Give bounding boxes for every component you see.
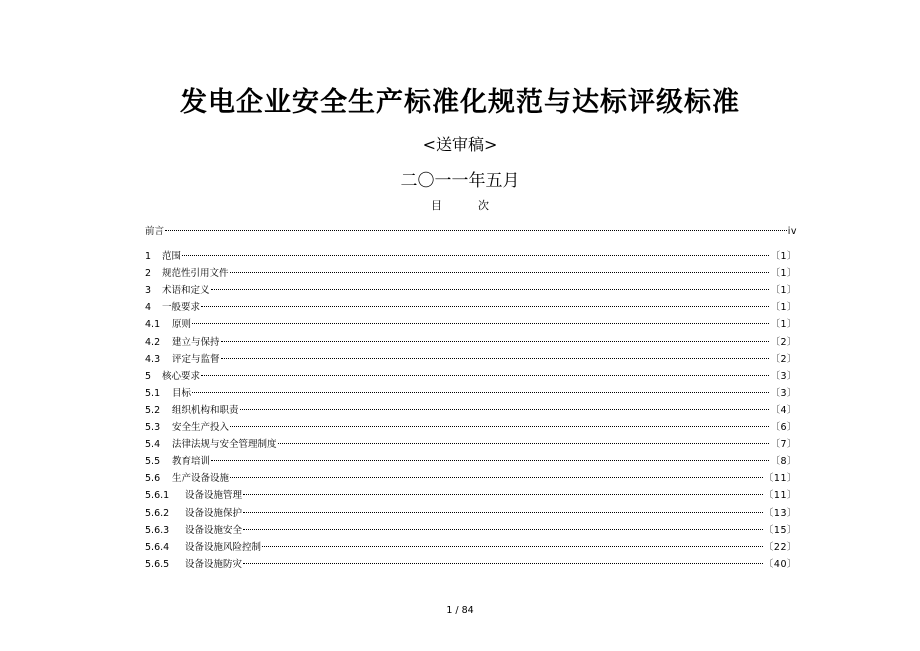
toc-entry-title: 术语和定义 bbox=[162, 285, 210, 297]
toc-leader-dots bbox=[201, 375, 769, 376]
toc-leader-dots bbox=[243, 494, 763, 495]
toc-leader-dots bbox=[201, 306, 769, 307]
toc-leader-dots bbox=[192, 392, 769, 393]
toc-entry-number: 5.1 bbox=[145, 387, 161, 399]
toc-entry-title: 规范性引用文件 bbox=[162, 268, 229, 280]
toc-leader-dots bbox=[278, 443, 770, 444]
toc-entry-page: 〔40〕 bbox=[763, 558, 797, 570]
toc-entry-title: 组织机构和职责 bbox=[172, 404, 239, 416]
toc-entry[interactable] bbox=[145, 351, 797, 368]
toc-entry-number: 5 bbox=[145, 370, 152, 382]
toc-entry-title: 范围 bbox=[162, 251, 182, 263]
toc-entry-title: 设备设施保护 bbox=[185, 507, 243, 519]
toc-entry[interactable] bbox=[145, 265, 797, 282]
toc-entry-title: 设备设施管理 bbox=[185, 490, 243, 502]
toc-entry[interactable] bbox=[145, 453, 797, 470]
toc-entry-title: 设备设施安全 bbox=[185, 524, 243, 536]
toc-entry-title: 安全生产投入 bbox=[172, 422, 230, 434]
toc-leader-dots bbox=[243, 512, 763, 513]
toc-entry-number: 5.6.2 bbox=[145, 507, 170, 519]
toc-entry[interactable] bbox=[145, 316, 797, 333]
toc-entry-number: 3 bbox=[145, 285, 152, 297]
toc-entry-number: 1 bbox=[145, 251, 152, 263]
toc-leader-dots bbox=[221, 358, 770, 359]
toc-entry-page: 〔11〕 bbox=[763, 473, 797, 485]
toc-entry-title: 原则 bbox=[172, 319, 192, 331]
toc-entry-page: 〔6〕 bbox=[770, 422, 797, 434]
page-indicator: 1 / 84 bbox=[446, 605, 474, 616]
toc-entry-title: 设备设施防灾 bbox=[185, 558, 243, 570]
toc-entry[interactable] bbox=[145, 282, 797, 299]
toc-entry-title: 一般要求 bbox=[162, 302, 201, 314]
toc-entry-title: 评定与监督 bbox=[172, 353, 220, 365]
toc-entry[interactable] bbox=[145, 556, 797, 573]
toc-entry-title: 法律法规与安全管理制度 bbox=[172, 439, 277, 451]
toc-entry-page: 〔1〕 bbox=[770, 251, 797, 263]
toc-entry[interactable] bbox=[145, 368, 797, 385]
document-date: 二〇一一年五月 bbox=[400, 171, 520, 191]
toc-entry-number: 2 bbox=[145, 268, 152, 280]
toc-leader-dots bbox=[165, 230, 787, 231]
toc-entry[interactable] bbox=[145, 402, 797, 419]
toc-entry-title: 设备设施风险控制 bbox=[185, 541, 262, 553]
toc-entry-page: 〔2〕 bbox=[770, 336, 797, 348]
toc-entry-number: 5.5 bbox=[145, 456, 161, 468]
table-of-contents bbox=[145, 223, 797, 573]
toc-entry-number: 5.3 bbox=[145, 422, 161, 434]
toc-entry[interactable] bbox=[145, 539, 797, 556]
toc-entry-page: 〔1〕 bbox=[770, 285, 797, 297]
toc-entry-number: 5.6.3 bbox=[145, 524, 170, 536]
toc-entry-page: 〔11〕 bbox=[763, 490, 797, 502]
document-title: 发电企业安全生产标准化规范与达标评级标准 bbox=[180, 87, 740, 118]
toc-entry[interactable] bbox=[145, 522, 797, 539]
toc-entry-page: 〔22〕 bbox=[763, 541, 797, 553]
toc-entry-title: 前言 bbox=[145, 226, 165, 237]
toc-leader-dots bbox=[211, 289, 770, 290]
toc-leader-dots bbox=[243, 563, 763, 564]
toc-entry-title: 核心要求 bbox=[162, 370, 201, 382]
toc-entry-number: 5.6.1 bbox=[145, 490, 170, 502]
toc-entry-page: 〔8〕 bbox=[770, 456, 797, 468]
toc-leader-dots bbox=[211, 460, 769, 461]
toc-leader-dots bbox=[182, 255, 769, 256]
toc-entry-number: 5.6 bbox=[145, 473, 161, 485]
toc-leader-dots bbox=[262, 546, 763, 547]
toc-entry-number: 5.6.4 bbox=[145, 541, 170, 553]
toc-leader-dots bbox=[221, 341, 770, 342]
toc-entry-page: 〔2〕 bbox=[770, 353, 797, 365]
toc-leader-dots bbox=[192, 323, 769, 324]
toc-entry-page: 〔1〕 bbox=[770, 268, 797, 280]
toc-entry-title: 目标 bbox=[172, 387, 192, 399]
toc-entry[interactable] bbox=[145, 334, 797, 351]
toc-entry-page: 〔1〕 bbox=[770, 319, 797, 331]
toc-entry[interactable] bbox=[145, 505, 797, 522]
toc-entry-page: 〔1〕 bbox=[770, 302, 797, 314]
toc-entry-number: 4.3 bbox=[145, 353, 161, 365]
toc-entry-page: 〔4〕 bbox=[770, 404, 797, 416]
toc-leader-dots bbox=[230, 272, 770, 273]
toc-entry[interactable] bbox=[145, 299, 797, 316]
toc-entry-title: 建立与保持 bbox=[172, 336, 220, 348]
toc-entry-number: 4.2 bbox=[145, 336, 161, 348]
toc-entry[interactable] bbox=[145, 487, 797, 504]
toc-entry-page: 〔3〕 bbox=[770, 370, 797, 382]
toc-entry-number: 4.1 bbox=[145, 319, 161, 331]
toc-entry-number: 5.2 bbox=[145, 404, 161, 416]
toc-leader-dots bbox=[240, 409, 770, 410]
toc-entry[interactable] bbox=[145, 223, 797, 240]
toc-entry-number: 4 bbox=[145, 302, 152, 314]
toc-entry[interactable] bbox=[145, 385, 797, 402]
toc-entry-page: 〔13〕 bbox=[763, 507, 797, 519]
toc-entry[interactable] bbox=[145, 248, 797, 265]
toc-entry-page: 〔15〕 bbox=[763, 524, 797, 536]
toc-entry-number: 5.6.5 bbox=[145, 558, 170, 570]
toc-leader-dots bbox=[230, 477, 763, 478]
toc-entry-page: 〔3〕 bbox=[770, 387, 797, 399]
toc-leader-dots bbox=[243, 529, 763, 530]
toc-entry-title: 生产设备设施 bbox=[172, 473, 230, 485]
toc-entry-title: 教育培训 bbox=[172, 456, 211, 468]
toc-leader-dots bbox=[230, 426, 769, 427]
toc-entry-number: 5.4 bbox=[145, 439, 161, 451]
toc-heading: 目次 bbox=[431, 199, 525, 212]
toc-entry-page: 〔7〕 bbox=[770, 439, 797, 451]
toc-entry[interactable] bbox=[145, 436, 797, 453]
toc-entry-page: iv bbox=[787, 226, 797, 237]
toc-entry[interactable] bbox=[145, 470, 797, 487]
document-subtitle: <送审稿> bbox=[422, 135, 498, 154]
toc-entry[interactable] bbox=[145, 419, 797, 436]
